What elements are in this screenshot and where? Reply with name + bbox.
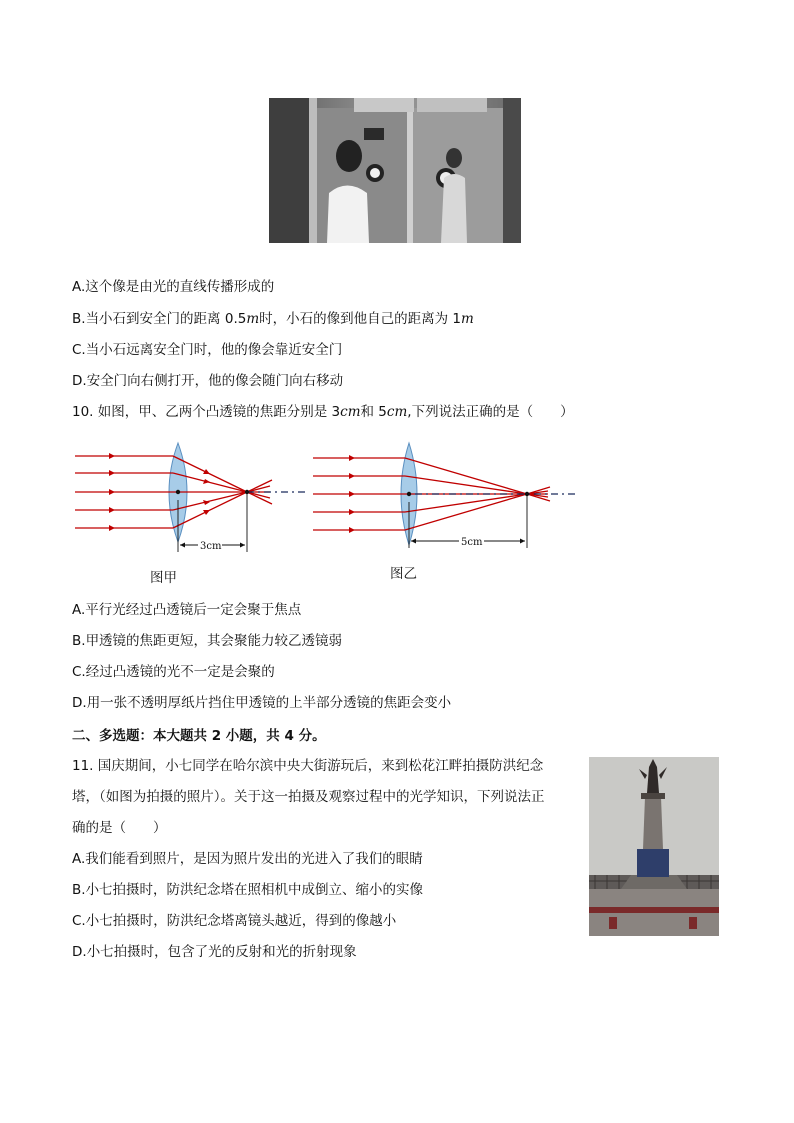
q10-stem <box>72 402 574 422</box>
option-key: D. <box>72 695 87 711</box>
q11-stem-line-1: 11. 国庆期间，小七同学在哈尔滨中央大街游玩后，来到松花江畔拍摄防洪纪念 <box>72 758 544 774</box>
safety-door-photo <box>269 98 521 243</box>
option-text: 用一张不透明厚纸片挡住甲透镜的上半部分透镜的焦距会变小 <box>86 695 452 711</box>
option-key: C. <box>72 913 86 929</box>
q11-option-b <box>72 880 423 900</box>
option-text: 经过凸透镜的光不一定是会聚的 <box>85 664 275 680</box>
heading-number: 4 <box>284 728 294 744</box>
option-text: 当小石远离安全门时，他的像会靠近安全门 <box>85 342 343 358</box>
option-key: C. <box>72 664 86 680</box>
focal-length-label-jia: 3cm <box>200 541 222 552</box>
q11-option-c <box>72 911 396 931</box>
option-key: D. <box>72 373 87 389</box>
q10-option-a <box>72 600 301 620</box>
option-text: 安全门向右侧打开，他的像会随门向右移动 <box>86 373 344 389</box>
q11-option-a <box>72 849 423 869</box>
option-text: 我们能看到照片，是因为照片发出的光进入了我们的眼睛 <box>85 851 423 867</box>
convex-lens-diagram <box>60 440 590 560</box>
heading-text: 分。 <box>293 728 326 744</box>
unit-cm: cm <box>340 404 361 420</box>
option-key: B. <box>72 633 86 649</box>
q11-stem-line-2: 塔，（如图为拍摄的照片）。关于这一拍摄及观察过程中的光学知识，下列说法正 <box>72 789 545 805</box>
q10-option-c <box>72 662 275 682</box>
option-text: 甲透镜的焦距更短，其会聚能力较乙透镜弱 <box>85 633 343 649</box>
option-key: D. <box>72 944 87 960</box>
unit-cm: cm <box>386 404 408 420</box>
option-text: 小七拍摄时，防洪纪念塔在照相机中成倒立、缩小的实像 <box>85 882 424 898</box>
lens-jia <box>75 443 305 552</box>
option-text: 平行光经过凸透镜后一定会聚于焦点 <box>85 602 302 618</box>
section-heading-multi-choice <box>72 726 326 746</box>
q11-stem-line-3: 确的是（ ） <box>72 820 167 836</box>
figure-caption-jia: 图甲 <box>150 570 177 586</box>
option-key: B. <box>72 311 86 327</box>
option-key: B. <box>72 882 86 898</box>
unit-m: m <box>246 311 260 327</box>
heading-text: 二、多选题：本大题共 <box>72 728 212 744</box>
flood-monument-photo <box>589 757 719 936</box>
option-key: A. <box>72 602 86 618</box>
option-key: A. <box>72 279 86 295</box>
option-text: 小七拍摄时，包含了光的反射和光的折射现象 <box>86 944 357 960</box>
q9-option-a <box>72 277 274 297</box>
option-text: 小七拍摄时，防洪纪念塔离镜头越近，得到的像越小 <box>85 913 397 929</box>
lens-yi <box>313 443 575 548</box>
figure-caption-yi: 图乙 <box>390 566 417 582</box>
option-key: A. <box>72 851 86 867</box>
option-text: 这个像是由光的直线传播形成的 <box>85 279 275 295</box>
heading-text: 小题，共 <box>221 728 285 744</box>
q9-option-d <box>72 371 343 391</box>
stem-text: ,下列说法正确的是（ ） <box>407 404 574 420</box>
stem-text: 和 5 <box>360 404 387 420</box>
q10-option-b <box>72 631 342 651</box>
q9-option-c <box>72 340 342 360</box>
stem-text: 10. 如图，甲、乙两个凸透镜的焦距分别是 3 <box>72 404 341 420</box>
unit-m: m <box>461 311 474 327</box>
option-text: 时，小石的像到他自己的距离为 1 <box>259 311 462 327</box>
option-key: C. <box>72 342 86 358</box>
heading-number: 2 <box>211 728 222 744</box>
q9-option-b <box>72 309 474 329</box>
option-text: 当小石到安全门的距离 0.5 <box>85 311 247 327</box>
q11-option-d <box>72 942 357 962</box>
focal-length-label-yi: 5cm <box>461 537 483 548</box>
q10-option-d <box>72 693 451 713</box>
